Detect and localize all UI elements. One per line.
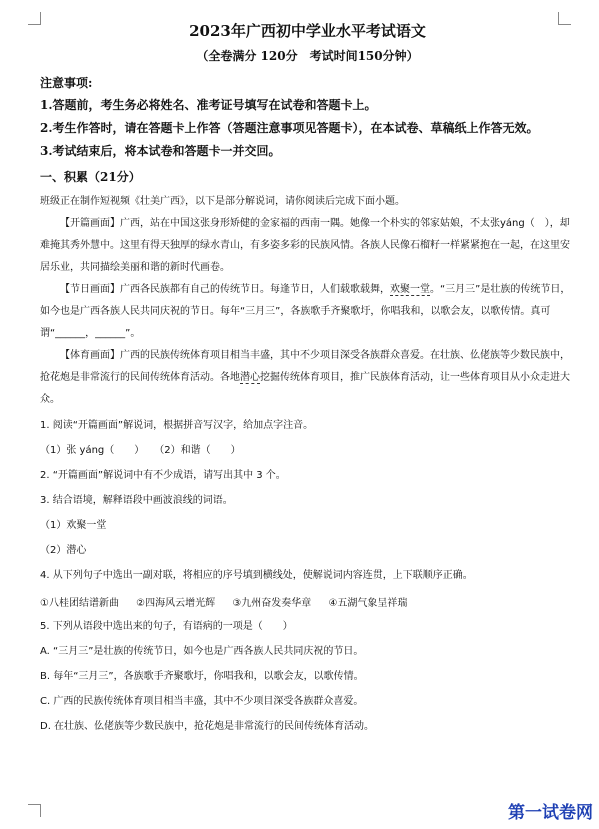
wavy-underlined-term: 欢聚一堂 xyxy=(390,284,430,295)
passage-text: 【体育画面】广西的民族传统体育项目相当丰盛，其中不少项目深受各族群众喜爱。在壮族、仫佬族等少数民族中，抢花炮是非常流行的民间传统体育活动。各地 xyxy=(40,350,570,383)
crop-mark-bottom-left xyxy=(28,804,41,817)
question-3: 3. 结合语境，解释语段中画波浪线的词语。 xyxy=(40,495,233,506)
choice-c: C. 广西的民族传统体育项目相当丰盛，其中不少项目深受各族群众喜爱。 xyxy=(40,696,364,707)
couplet-option: ③九州奋发奏华章 xyxy=(232,598,312,609)
passage-text: 【节日画面】广西各民族都有自己的传统节日。每逢节日，人们载歌载舞， xyxy=(60,284,390,295)
notice-item: 1.答题前，考生务必将姓名、准考证号填写在试卷和答题卡上。 xyxy=(40,98,377,112)
page-title: 2023年广西初中学业水平考试语文 xyxy=(189,22,426,40)
notice-heading: 注意事项: xyxy=(40,76,93,90)
section-intro: 班级正在制作短视频《壮美广西》，以下是部分解说词，请你阅读后完成下面小题。 xyxy=(40,196,405,207)
question-1-parts: （1）张 yáng（ ） （2）和谐（ ） xyxy=(40,445,241,456)
page-subtitle: （全卷满分 120分 考试时间150分钟） xyxy=(196,49,419,63)
couplet-option: ④五湖气象呈祥瑞 xyxy=(328,598,408,609)
question-5: 5. 下列从语段中选出来的句子，有语病的一项是（ ） xyxy=(40,621,293,632)
couplet-options xyxy=(40,594,575,609)
choice-b: B. 每年“三月三”，各族歌手齐聚歌圩，你唱我和，以歌会友，以歌传情。 xyxy=(40,671,364,682)
site-watermark: 第一试卷网 xyxy=(508,803,593,823)
choice-a: A. “三月三”是壮族的传统节日，如今也是广西各族人民共同庆祝的节日。 xyxy=(40,646,364,657)
exam-page xyxy=(40,20,575,745)
question-2: 2. “开篇画面”解说词中有不少成语，请写出其中 3 个。 xyxy=(40,470,286,481)
question-1: 1. 阅读“开篇画面”解说词，根据拼音写汉字，给加点字注音。 xyxy=(40,420,314,431)
question-3-part-1: （1）欢聚一堂 xyxy=(40,520,107,531)
couplet-option: ①八桂团结谱新曲 xyxy=(40,598,119,609)
notice-item: 3.考试结束后，将本试卷和答题卡一并交回。 xyxy=(40,144,281,158)
question-3-part-2: （2）潜心 xyxy=(40,545,87,556)
section-heading: 一、积累（21分） xyxy=(40,170,141,184)
passage-festival xyxy=(40,279,575,345)
passage-text: 挖掘传统体育项目，推广民族体育活动，让一些体育项目从小众走进大众。 xyxy=(40,372,570,405)
passage-sports xyxy=(40,345,575,411)
choice-d: D. 在壮族、仫佬族等少数民族中，抢花炮是非常流行的民间传统体育活动。 xyxy=(40,721,375,732)
passage-text: 。“三月三”是壮族的传统节日，如今也是广西各族人民共同庆祝的节日。每年“三月三”，各族歌手齐聚歌圩，你唱我和，以歌会友，以歌传情。真可谓“______，______”。 xyxy=(40,284,571,339)
notice-item: 2.考生作答时，请在答题卡上作答（答题注意事项见答题卡），在本试卷、草稿纸上作答无效。 xyxy=(40,121,539,135)
wavy-underlined-term: 潜心 xyxy=(240,372,260,383)
passage-opening: 【开篇画面】广西，站在中国这张身形矫健的金家福的西南一隅。她像一个朴实的邻家姑娘，不太张yáng（ ），却难掩其秀外慧中。这里有得天独厚的绿水青山，有多姿多彩的民族风情。各族人民像石榴籽一样紧紧抱在一起，在这里安居乐业，共同描绘美丽和谐的新时代画卷。 xyxy=(40,218,570,273)
couplet-option: ②四海风云增光辉 xyxy=(136,598,216,609)
question-4: 4. 从下列句子中选出一副对联，将相应的序号填到横线处，使解说词内容连贯，上下联顺序正确。 xyxy=(40,570,473,581)
